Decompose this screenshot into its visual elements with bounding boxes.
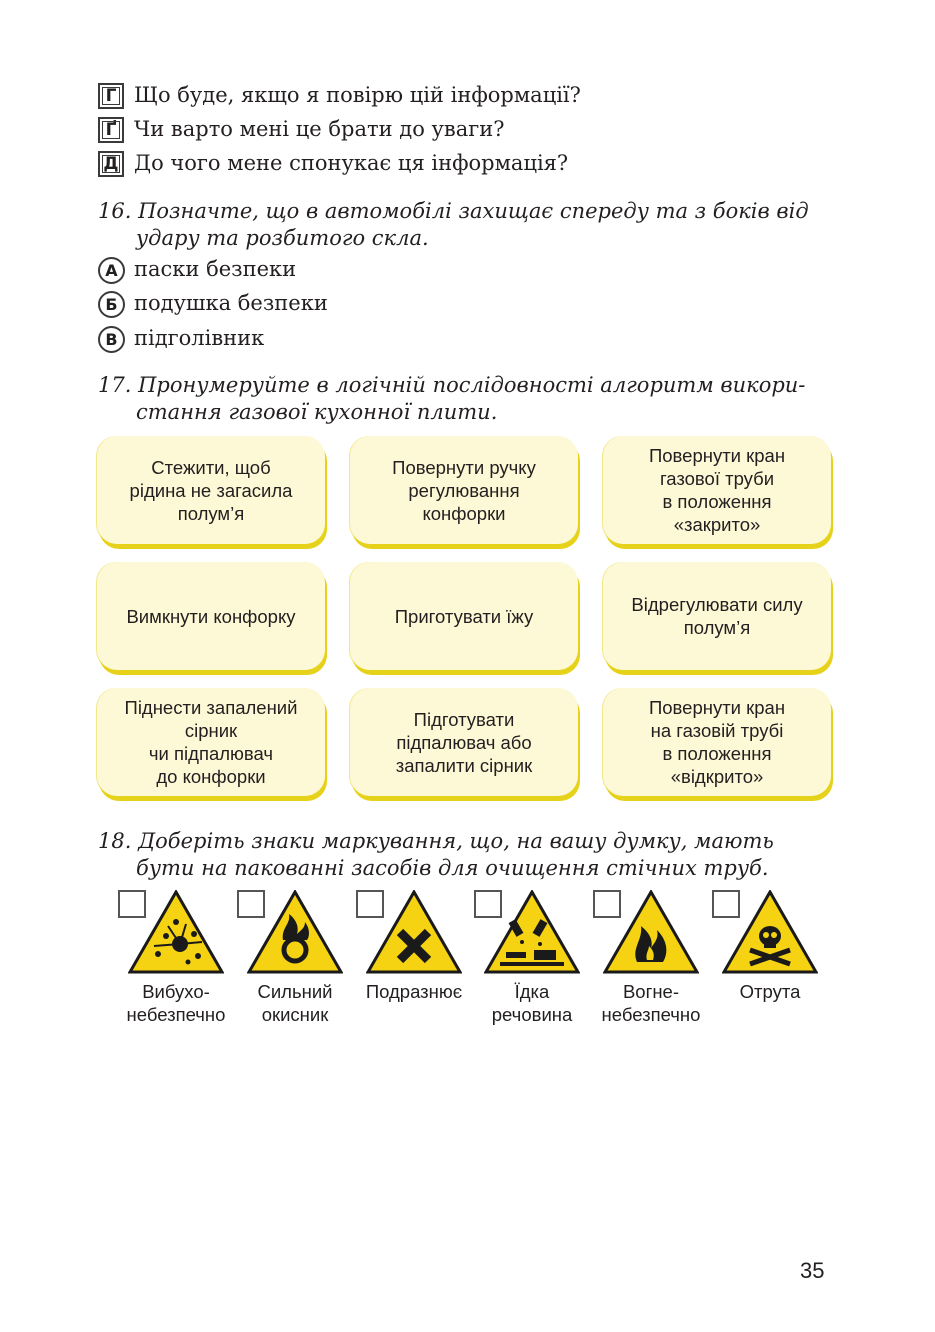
- option-text: Чи варто мені це брати до уваги?: [134, 117, 505, 141]
- algorithm-step-card[interactable]: Піднести запалений сірник чи підпалювач до конфорки: [97, 688, 325, 796]
- algorithm-step-card[interactable]: Відрегулювати силу полум’я: [603, 562, 831, 670]
- option-text: підголівник: [134, 326, 265, 350]
- option-text: Що буде, якщо я повірю цій інформації?: [134, 83, 581, 107]
- algorithm-step-card[interactable]: Приготувати їжу: [350, 562, 578, 670]
- question-text-line2: стання газової кухонної плити.: [136, 400, 498, 424]
- question-17: [98, 372, 838, 426]
- option-letter-box: Г: [98, 83, 124, 109]
- algorithm-step-card[interactable]: Стежити, щоб рідина не загасила полум’я: [97, 436, 325, 544]
- toxic-icon: [722, 890, 818, 974]
- question-number: 17.: [98, 373, 132, 397]
- question-text-line2: бути на пакованні засобів для очищення стічних труб.: [136, 856, 769, 880]
- sign-label: Вибухо- небезпечно: [126, 981, 226, 1025]
- sign-label: Подразнює: [365, 981, 463, 1002]
- question-18: [98, 828, 838, 882]
- algorithm-step-card[interactable]: Повернути кран газової труби в положення «закрито»: [603, 436, 831, 544]
- algorithm-step-card[interactable]: Повернути ручку регулювання конфорки: [350, 436, 578, 544]
- oxidizer-icon: [247, 890, 343, 974]
- option-text: До чого мене спонукає ця інформація?: [134, 151, 569, 175]
- sign-label: Сильний окисник: [257, 981, 333, 1025]
- question-number: 16.: [98, 199, 132, 223]
- sign-label: Вогне- небезпечно: [601, 981, 701, 1025]
- option-text: паски безпеки: [134, 257, 297, 281]
- corrosive-icon: [484, 890, 580, 974]
- option-letter-circle: В: [98, 326, 125, 353]
- question-text-line1: Позначте, що в автомобілі захищає спереду та з боків від: [138, 199, 809, 223]
- irritant-icon: [366, 890, 462, 974]
- option-letter-box: Д: [98, 151, 124, 177]
- algorithm-step-card[interactable]: Повернути кран на газовій трубі в положення «відкрито»: [603, 688, 831, 796]
- sign-label: Отрута: [739, 981, 801, 1002]
- flammable-icon: [603, 890, 699, 974]
- option-letter-circle: А: [98, 257, 125, 284]
- algorithm-step-card[interactable]: Вимкнути конфорку: [97, 562, 325, 670]
- question-16: [98, 198, 838, 252]
- option-letter-box: Ґ: [98, 117, 124, 143]
- question-number: 18.: [98, 829, 132, 853]
- question-text-line1: Доберіть знаки маркування, що, на вашу думку, мають: [138, 829, 774, 853]
- question-text-line2: удару та розбитого скла.: [136, 226, 429, 250]
- option-letter-circle: Б: [98, 291, 125, 318]
- explosive-icon: [128, 890, 224, 974]
- option-text: подушка безпеки: [134, 291, 328, 315]
- sign-label: Їдка речовина: [491, 981, 573, 1025]
- question-text-line1: Пронумеруйте в логічній послідовності алгоритм викори-: [138, 373, 806, 397]
- algorithm-step-card[interactable]: Підготувати підпалювач або запалити сірник: [350, 688, 578, 796]
- page-number: 35: [800, 1258, 825, 1283]
